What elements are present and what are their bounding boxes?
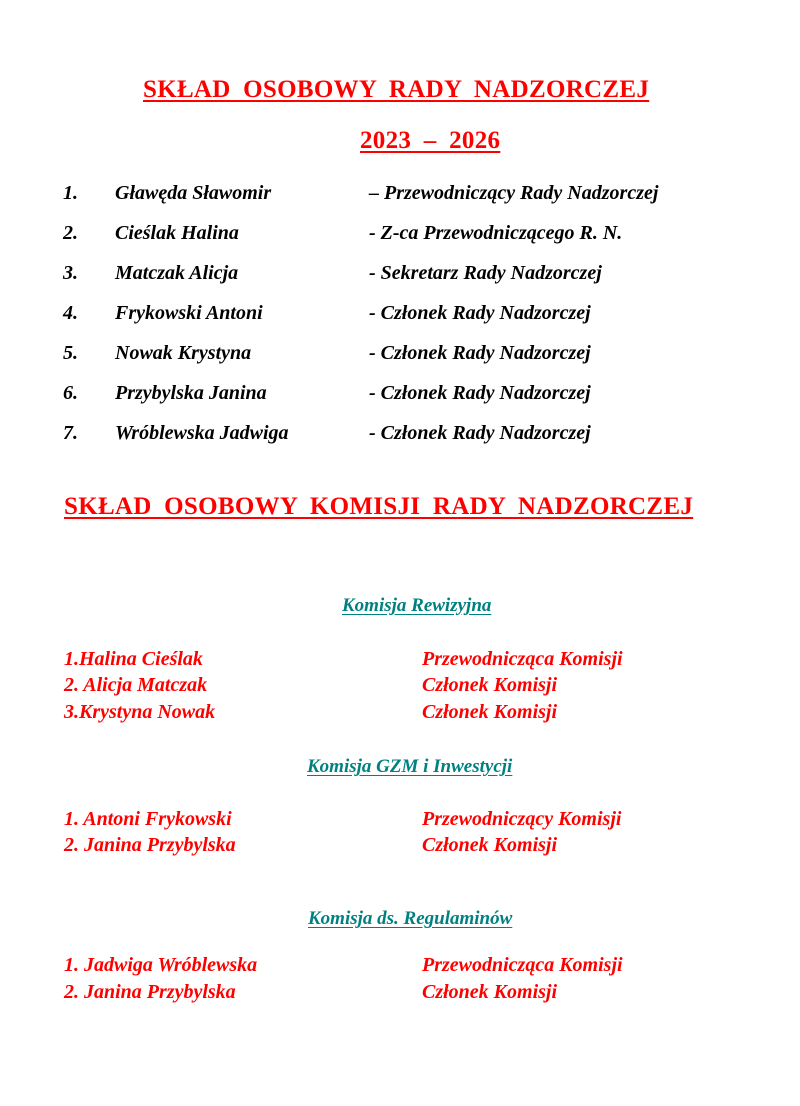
committee-member-row	[0, 701, 800, 727]
committee-member-role: Członek Komisji	[422, 701, 558, 723]
committee-heading: Komisja GZM i Inwestycji	[307, 756, 513, 777]
board-member-name: Frykowski Antoni	[115, 302, 263, 324]
board-member-role: - Członek Rady Nadzorczej	[369, 342, 591, 364]
committee-member-name: 2. Janina Przybylska	[64, 981, 236, 1003]
board-member-role: - Z-ca Przewodniczącego R. N.	[369, 222, 623, 244]
board-member-name: Gławęda Sławomir	[115, 182, 272, 204]
committee-member-row	[0, 981, 800, 1007]
committee-member-name: 2. Alicja Matczak	[64, 674, 208, 696]
board-member-number: 2.	[63, 222, 78, 244]
board-member-name: Cieślak Halina	[115, 222, 239, 244]
board-member-name: Nowak Krystyna	[115, 342, 252, 364]
board-member-name: Przybylska Janina	[115, 382, 267, 404]
board-member-role: - Sekretarz Rady Nadzorczej	[369, 262, 602, 284]
committee-member-role: Przewodnicząca Komisji	[422, 954, 623, 976]
board-member-row	[0, 182, 800, 212]
board-member-role: - Członek Rady Nadzorczej	[369, 422, 591, 444]
board-member-name: Matczak Alicja	[115, 262, 239, 284]
committee-member-role: Członek Komisji	[422, 834, 558, 856]
board-member-number: 1.	[63, 182, 78, 204]
board-member-row	[0, 342, 800, 372]
committee-member-role: Przewodniczący Komisji	[422, 808, 622, 830]
term-years: 2023 – 2026	[360, 127, 501, 154]
committee-member-name: 3.Krystyna Nowak	[64, 701, 216, 723]
board-member-row	[0, 382, 800, 412]
board-member-row	[0, 262, 800, 292]
board-member-role: - Członek Rady Nadzorczej	[369, 302, 591, 324]
committee-heading: Komisja ds. Regulaminów	[308, 908, 513, 929]
committee-member-role: Członek Komisji	[422, 981, 558, 1003]
committee-member-name: 1. Jadwiga Wróblewska	[64, 954, 258, 976]
page-title: SKŁAD OSOBOWY RADY NADZORCZEJ	[143, 76, 650, 103]
committee-member-row	[0, 648, 800, 674]
board-member-row	[0, 302, 800, 332]
board-member-row	[0, 422, 800, 452]
committee-member-row	[0, 674, 800, 700]
board-member-number: 7.	[63, 422, 78, 444]
board-member-number: 3.	[63, 262, 78, 284]
committee-member-name: 2. Janina Przybylska	[64, 834, 236, 856]
board-member-number: 4.	[63, 302, 78, 324]
board-member-number: 5.	[63, 342, 78, 364]
committee-member-row	[0, 954, 800, 980]
committee-member-row	[0, 834, 800, 860]
board-member-role: – Przewodniczący Rady Nadzorczej	[369, 182, 659, 204]
board-member-role: - Członek Rady Nadzorczej	[369, 382, 591, 404]
board-member-name: Wróblewska Jadwiga	[115, 422, 289, 444]
committee-member-role: Członek Komisji	[422, 674, 558, 696]
committee-heading: Komisja Rewizyjna	[342, 595, 492, 616]
committee-member-role: Przewodnicząca Komisji	[422, 648, 623, 670]
committee-member-name: 1. Antoni Frykowski	[64, 808, 232, 830]
committee-member-row	[0, 808, 800, 834]
committee-member-name: 1.Halina Cieślak	[64, 648, 203, 670]
board-member-number: 6.	[63, 382, 78, 404]
board-member-row	[0, 222, 800, 252]
committees-title: SKŁAD OSOBOWY KOMISJI RADY NADZORCZEJ	[64, 493, 694, 520]
